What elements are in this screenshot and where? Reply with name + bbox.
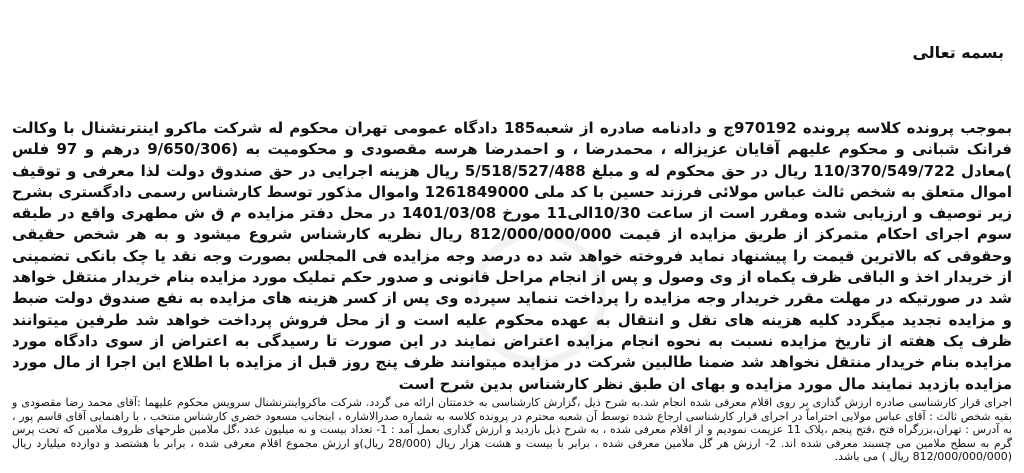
expert-report-body	[12, 396, 1012, 464]
auction-notice-body	[12, 118, 1012, 395]
document-heading: بسمه تعالی	[912, 43, 1004, 62]
expert-report-paragraph: اجرای قرار کارشناسی صادره ارزش گذاری بر روی اقلام معرفی شده انجام شد.به شرح ذیل ،گزارش کارشناسی به خدمتتان ارائه می گردد. شرکت ماکرواینترنشنال سرویس محکوم علیهما :آقای محمد رضا مقصودی و بقیه شخص ثالث : آقای عباس مولایی احتراماً در اجرای قرار کارشناسی ارجاع شده توسط آن شعبه محترم در پرونده کلاسه به شماره صدرالاشاره ، اینجانب مسعود خضری کارشناس منتخب ، با راهنمایی آقای قاسم پور ، به آدرس : تهران،بزرگراه فتح ،فتح پنجم ،پلاک 11 عزیمت نمودیم و از اقلام معرفی شده ، به شرح ذیل بازدید و ارزش گذاری بعمل آمد : 1- تعداد بیست و نه میلیون عدد ،گل ملامین طرحهای ظروف ملامین که تحت پرس گرم به سطح ملامین می چسبند معرفی شده اند. 2- ارزش هر گل ملامین معرفی شده ، برابر با بیست و هشت هزار ریال (28/000 ریال)و ارزش مجموع اقلام معرفی شده ، برابر با هشتصد و دوازده میلیارد ریال (812/000/000/000 ریال ) می باشد.	[12, 396, 1013, 463]
auction-notice-paragraph: بموجب پرونده کلاسه پرونده 970192ج و دادنامه صادره از شعبه185 دادگاه عمومی تهران محکوم له شرکت ماکرو اینترنشنال با وکالت فرانک شبانی و محکوم علیهم آقایان عزیزاله ، محمدرضا ، و احمدرضا هرسه مقصودی و محکومیت به (9/650/306 درهم و 97 فلس )معادل 110/370/549/722 ریال در حق محکوم له و مبلغ 5/518/527/488 ریال هزینه اجرایی در حق صندوق دولت لذا معرفی و توقیف اموال متعلق به شخص ثالث عباس مولائی فرزند حسین با کد ملی 1261849000 واموال مذکور توسط کارشناس رسمی دادگستری بشرح زیر توصیف و ارزیابی شده ومقرر است از ساعت 10/30الی11 مورخ 1401/03/08 در محل دفتر مزایده م ق ش مطهری واقع در طبقه سوم اجرای احکام متمرکز از طریق مزایده از قیمت 812/000/000/000 ریال نظریه کارشناس شروع میشود و به هر شخص حقیقی وحقوقی که بالاترین قیمت را پیشنهاد نماید فروخته خواهد شد ده درصد وجه مزایده فی المجلس بصورت وجه نقد یا چک بانکی تضمینی از خریدار اخذ و الباقی ظرف یکماه از وی وصول و پس از انجام مراحل قانونی و صدور حکم تملیک مورد مزایده بنام خریدار منتقل خواهد شد در صورتیکه در مهلت مقرر خریدار وجه مزایده را پرداخت ننماید سپرده وی پس از کسر هزینه های مزایده به نفع صندوق دولت ضبط و مزایده تجدید میگردد کلیه هزینه های نقل و انتقال به عهده محکوم علیه است و از محل فروش پرداخت خواهد شد طرفین میتوانند ظرف یک هفته از تاریخ مزایده نسبت به نحوه انجام مزایده اعتراض نمایند در این صورت تا رسیدگی به اعتراض از سوی دادگاه مورد مزایده بنام خریدار منتقل نخواهد شد ضمنا طالبین شرکت در مزایده میتوانند ظرف پنج روز قبل از مزایده با اطلاع این اجرا از مال مورد مزایده بازدید نمایند مال مورد مزایده و بهای ان طبق نظر کارشناس بدین شرح است	[12, 119, 1013, 393]
